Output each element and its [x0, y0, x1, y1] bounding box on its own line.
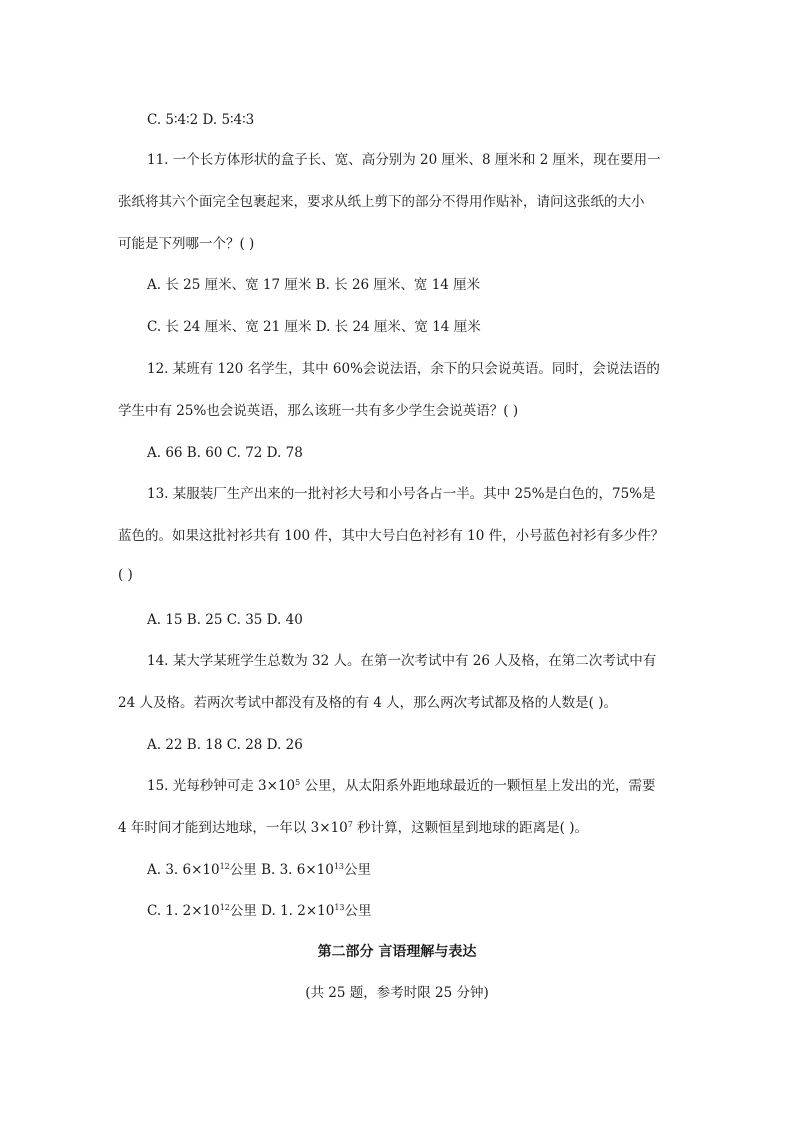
q11-options-cd: C. 长 24 厘米、宽 21 厘米 D. 长 24 厘米、宽 14 厘米 [147, 319, 481, 335]
q15-opt-d-text: 公里 D. 1. 2×10 [229, 903, 335, 919]
q15-line-2-pre: 4 年时间才能到达地球，一年以 3×10 [118, 820, 348, 836]
q15-line-2-exponent: 7 [347, 820, 353, 829]
q15-line-1 [147, 777, 656, 795]
q15-opt-b-exponent: 13 [333, 862, 345, 871]
q15-line-1-pre: 15. 光每秒钟可走 3×10 [147, 778, 296, 794]
q14-line-2: 24 人及格。若两次考试中都没有及格的有 4 人，那么两次考试都及格的人数是( )。 [118, 695, 617, 711]
q14-options: A. 22 B. 18 C. 28 D. 26 [147, 737, 303, 753]
q15-line-2-post: 秒计算，这颗恒星到地球的距离是( )。 [352, 820, 588, 836]
q15-opt-c-exponent: 12 [219, 903, 230, 912]
q11-options-ab: A. 长 25 厘米、宽 17 厘米 B. 长 26 厘米、宽 14 厘米 [147, 277, 481, 293]
q15-line-1-post: 公里，从太阳系外距地球最近的一颗恒星上发出的光，需要 [300, 778, 656, 794]
q15-opt-a-text: A. 3. 6×10 [147, 862, 220, 878]
q15-opt-d-unit: 公里 [344, 903, 372, 919]
q15-opt-a-exponent: 12 [219, 862, 230, 871]
q10-options-cd: C. 5∶4∶2 D. 5∶4∶3 [147, 112, 255, 128]
q11-line-2: 张纸将其六个面完全包裹起来，要求从纸上剪下的部分不得用作贴补，请问这张纸的大小 [118, 194, 645, 210]
q13-line-2: 蓝色的。如果这批衬衫共有 100 件，其中大号白色衬衫有 10 件，小号蓝色衬衫有多少件？ [118, 528, 665, 544]
q12-options: A. 66 B. 60 C. 72 D. 78 [147, 445, 303, 461]
q13-options: A. 15 B. 25 C. 35 D. 40 [147, 612, 303, 628]
q15-opt-d-exponent: 13 [334, 903, 345, 912]
q11-line-3: 可能是下列哪一个？( ) [118, 236, 255, 252]
q15-opt-b-text: 公里 B. 3. 6×10 [229, 862, 334, 878]
q11-line-1: 11. 一个长方体形状的盒子长、宽、高分别为 20 厘米、8 厘米和 2 厘米，现在要用一 [147, 152, 661, 168]
section-title: 第二部分 言语理解与表达 [317, 944, 477, 960]
q15-opt-b-unit: 公里 [344, 862, 372, 878]
q13-line-1: 13. 某服装厂生产出来的一批衬衫大号和小号各占一半。其中 25%是白色的，75%是 [147, 486, 656, 502]
section-subtitle: (共 25 题，参考时限 25 分钟) [305, 985, 489, 1001]
q12-line-1: 12. 某班有 120 名学生，其中 60%会说法语，余下的只会说英语。同时，会说法语的 [147, 361, 660, 377]
q15-options-ab [147, 861, 371, 879]
q14-line-1: 14. 某大学某班学生总数为 32 人。在第一次考试中有 26 人及格，在第二次考试中有 [147, 653, 657, 669]
q12-line-2: 学生中有 25%也会说英语，那么该班一共有多少学生会说英语？( ) [118, 403, 519, 419]
q15-line-2 [118, 819, 588, 837]
q15-options-cd [147, 902, 372, 920]
q15-opt-c-text: C. 1. 2×10 [147, 903, 220, 919]
q15-line-1-exponent: 5 [295, 778, 301, 787]
q13-line-3: ( ) [118, 567, 133, 583]
